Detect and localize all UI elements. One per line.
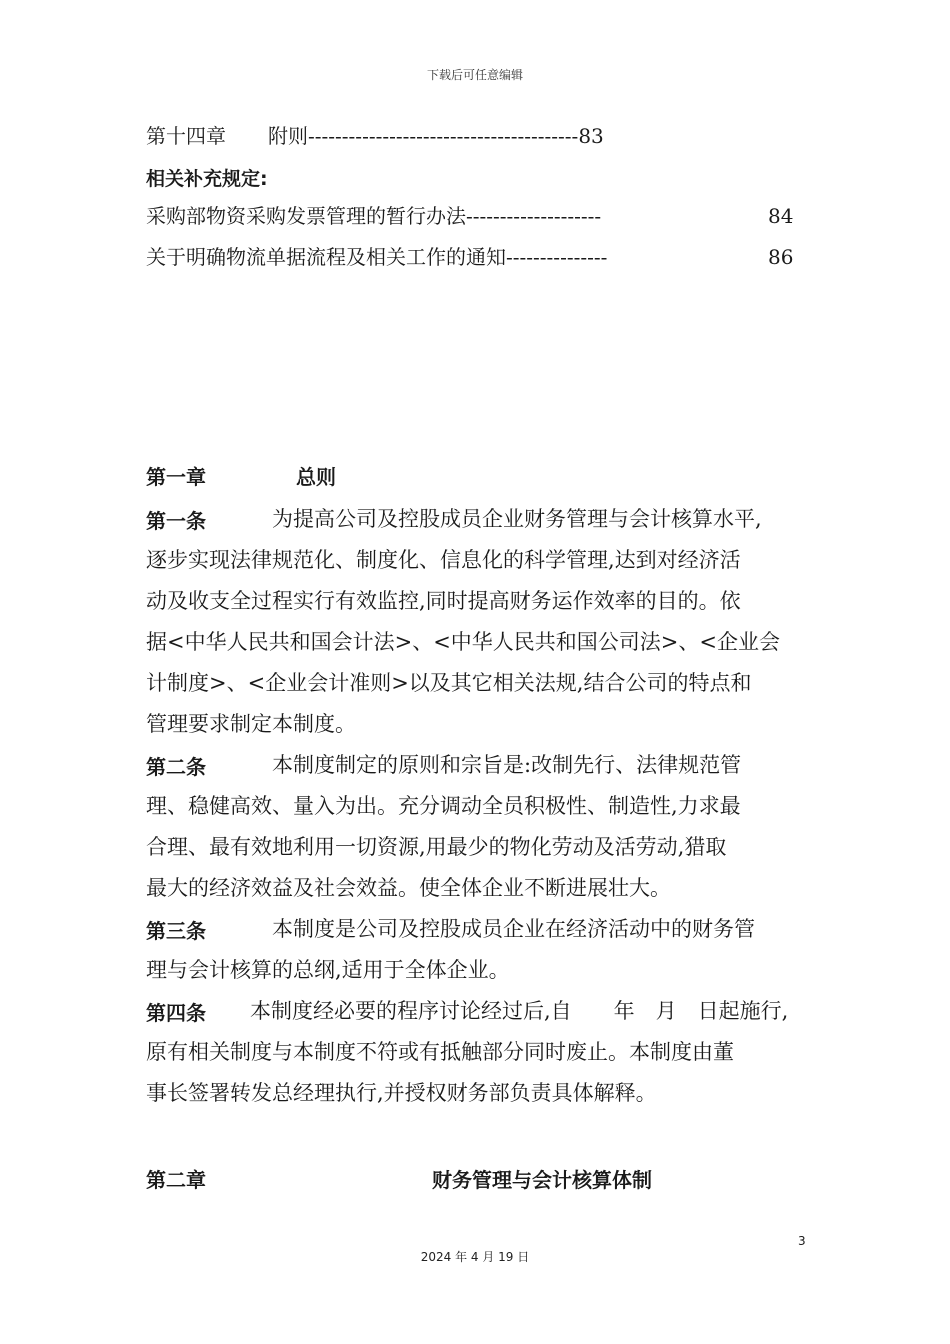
toc-page-number: 86 xyxy=(768,245,794,269)
article-1-label: 第一条 xyxy=(146,509,206,533)
toc-entry-supplement-2[interactable] xyxy=(146,243,607,271)
article-1-line: 动及收支全过程实行有效监控,同时提高财务运作效率的目的。依 xyxy=(146,589,741,613)
article-1-line: 逐步实现法律规范化、制度化、信息化的科学管理,达到对经济活 xyxy=(146,548,741,572)
chapter-2-label: 第二章 xyxy=(146,1168,206,1192)
article-1-line: 计制度>、<企业会计准则>以及其它相关法规,结合公司的特点和 xyxy=(146,671,752,695)
chapter-1-title: 总则 xyxy=(296,465,336,489)
toc-supplement-heading: 相关补充规定: xyxy=(146,168,268,190)
article-4-line: 原有相关制度与本制度不符或有抵触部分同时废止。本制度由董 xyxy=(146,1040,734,1064)
chapter-1-label: 第一章 xyxy=(146,465,206,489)
article-1-line: 据<中华人民共和国会计法>、<中华人民共和国公司法>、<企业会 xyxy=(146,630,780,654)
toc-page-number: 84 xyxy=(768,204,794,228)
article-2-label: 第二条 xyxy=(146,755,206,779)
article-2-line: 合理、最有效地利用一切资源,用最少的物化劳动及活劳动,猎取 xyxy=(146,835,727,859)
toc-chapter-title: 附则 xyxy=(268,124,308,148)
article-3-line: 理与会计核算的总纲,适用于全体企业。 xyxy=(146,958,510,982)
footer-date: 2024 年 4 月 19 日 xyxy=(420,1250,530,1264)
article-3-label: 第三条 xyxy=(146,919,206,943)
toc-entry-supplement-1[interactable] xyxy=(146,202,601,230)
toc-dot-leader: --------------- xyxy=(506,245,608,269)
toc-entry-chapter14[interactable] xyxy=(146,122,604,150)
toc-dot-leader: ---------------------------------------- xyxy=(308,124,579,148)
article-4-label: 第四条 xyxy=(146,1001,206,1025)
article-4-line: 本制度经必要的程序讨论经过后,自 年 月 日起施行, xyxy=(250,999,789,1023)
article-2-line: 本制度制定的原则和宗旨是:改制先行、法律规范管 xyxy=(272,753,742,777)
article-2-line: 最大的经济效益及社会效益。使全体企业不断进展壮大。 xyxy=(146,876,671,900)
chapter-2-title: 财务管理与会计核算体制 xyxy=(432,1168,652,1192)
toc-entry-title: 采购部物资采购发票管理的暂行办法 xyxy=(146,204,466,228)
toc-page-number: 83 xyxy=(578,124,604,148)
article-1-line: 管理要求制定本制度。 xyxy=(146,712,356,736)
toc-entry-title: 关于明确物流单据流程及相关工作的通知 xyxy=(146,245,506,269)
toc-chapter-label: 第十四章 xyxy=(146,124,226,148)
toc-dot-leader: -------------------- xyxy=(466,204,602,228)
page-header: 下载后可任意编辑 xyxy=(426,68,523,82)
article-4-line: 事长签署转发总经理执行,并授权财务部负责具体解释。 xyxy=(146,1081,657,1105)
page-number: 3 xyxy=(798,1234,806,1248)
article-3-line: 本制度是公司及控股成员企业在经济活动中的财务管 xyxy=(272,917,755,941)
article-2-line: 理、稳健高效、量入为出。充分调动全员积极性、制造性,力求最 xyxy=(146,794,741,818)
article-1-line: 为提高公司及控股成员企业财务管理与会计核算水平, xyxy=(272,507,762,531)
